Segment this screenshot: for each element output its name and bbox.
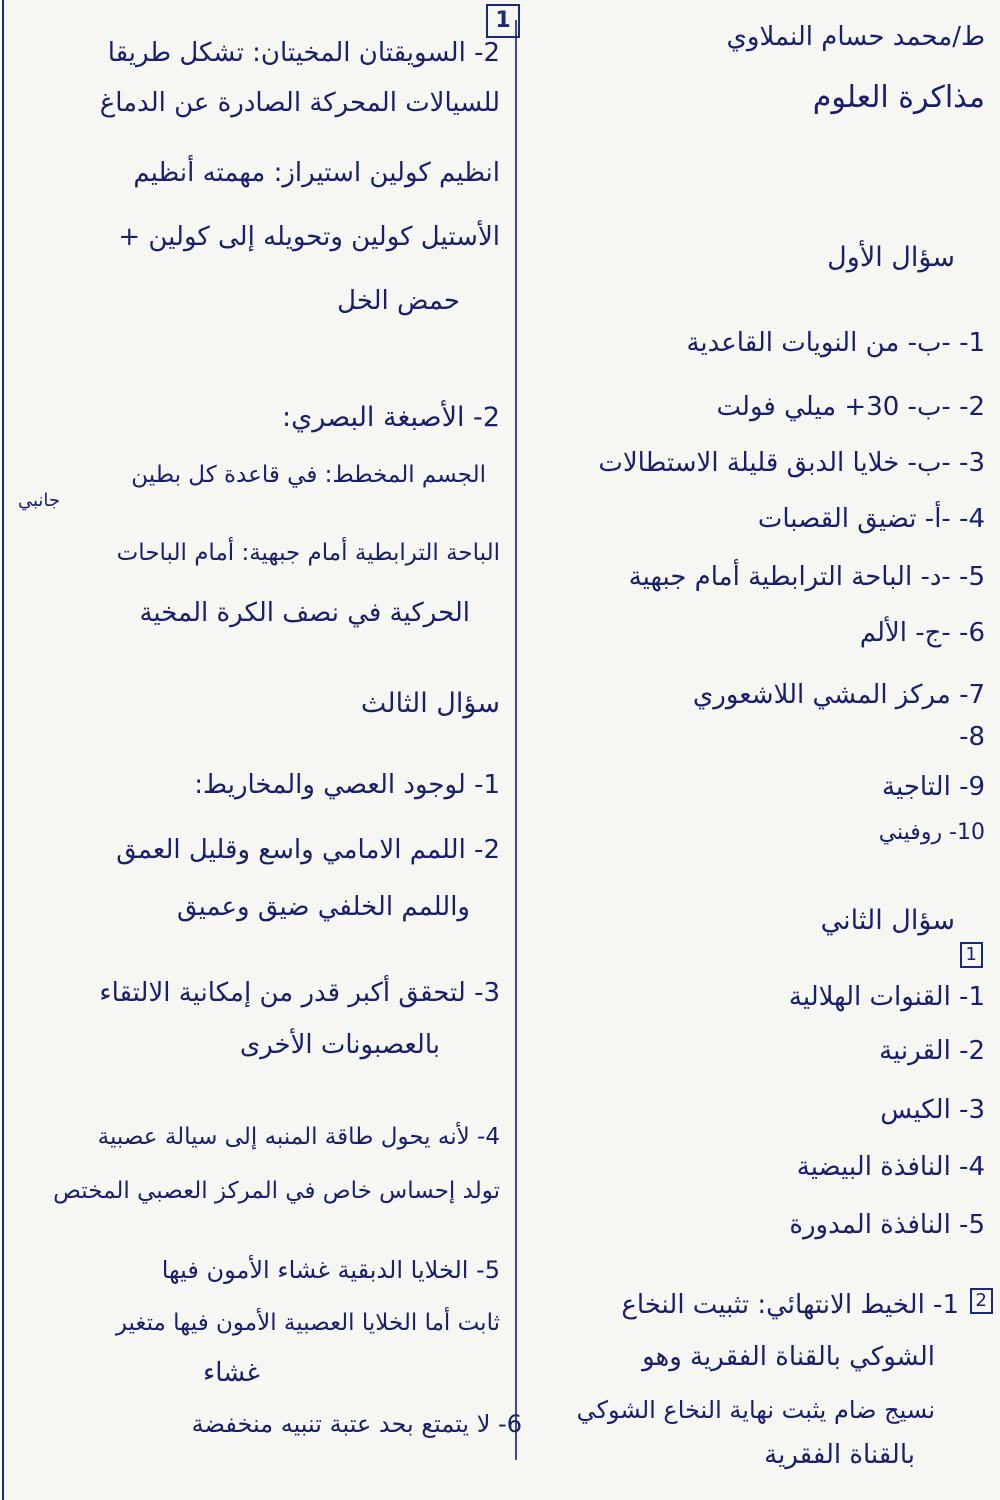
- author-name: ط/محمد حسام النملاوي: [726, 22, 985, 52]
- q2-part2-tail: بالقناة الفقرية: [764, 1440, 915, 1470]
- q2-part1-item-4: 4- النافذة البيضية: [796, 1152, 985, 1182]
- q1-answer-5: 5- -د- الباحة الترابطية أمام جبهية: [628, 562, 985, 592]
- subject-title: مذاكرة العلوم: [812, 80, 985, 115]
- q3-item-5c: غشاء: [203, 1358, 260, 1388]
- left-column: [10, 0, 510, 1500]
- enzyme-line-1: انظيم كولين استيراز: مهمته أنظيم: [133, 158, 500, 188]
- q1-answer-4: 4- -أ- تضيق القصبات: [757, 504, 985, 534]
- page-number-box: 1: [486, 4, 520, 38]
- q1-answer-3: 3- -ب- خلايا الدبق قليلة الاستطالات: [598, 448, 985, 478]
- bottom-line-item-6: 6- لا يتمتع بحد عتبة تنبيه منخفضة: [191, 1410, 522, 1438]
- q2-part1-item-2: 2- القرنية: [879, 1036, 985, 1066]
- q1-answer-8: 8-: [959, 722, 985, 752]
- q2-part2-line-2: الشوكي بالقناة الفقرية وهو: [642, 1342, 935, 1372]
- page-edge-line: [2, 0, 4, 1500]
- item2-line-2: جانبي: [17, 490, 60, 511]
- q2-part1-item-3: 3- الكيس: [880, 1095, 985, 1125]
- q2-part1-item-1: 1- القنوات الهلالية: [788, 982, 985, 1012]
- q2-part2-box: 2: [970, 1288, 993, 1314]
- q1-answer-6: 6- -ج- الألم: [859, 618, 985, 648]
- q1-answer-10: 10- روفيني: [878, 820, 985, 845]
- column-divider: [515, 20, 517, 1460]
- q1-answer-9: 9- التاجية: [882, 772, 985, 802]
- q3-item-4b: تولد إحساس خاص في المركز العصبي المختص: [53, 1178, 500, 1204]
- q2-part2-line-1: 1- الخيط الانتهائي: تثبيت النخاع: [621, 1290, 959, 1320]
- q1-heading: سؤال الأول: [827, 242, 955, 273]
- right-column: [525, 0, 995, 1500]
- q3-item-1: 1- لوجود العصي والمخاريط:: [194, 770, 500, 800]
- q3-item-3b: بالعصبونات الأخرى: [239, 1030, 440, 1060]
- q2-part1-box: 1: [960, 942, 983, 968]
- item2-line-3: الباحة الترابطية أمام جبهية: أمام الباحات: [116, 540, 500, 566]
- q2-part2-marker: [970, 1288, 993, 1314]
- q3-item-3a: 3- لتحقق أكبر قدر من إمكانية الالتقاء: [99, 978, 500, 1008]
- item2-line-4: الحركية في نصف الكرة المخية: [139, 598, 470, 628]
- q2-part1-item-5: 5- النافذة المدورة: [789, 1210, 985, 1240]
- q1-answer-1: 1- -ب- من النويات القاعدية: [686, 328, 985, 358]
- item2-line-1: الجسم المخطط: في قاعدة كل بطين: [131, 462, 486, 488]
- q3-item-4a: 4- لأنه يحول طاقة المنبه إلى سيالة عصبية: [97, 1124, 500, 1150]
- enzyme-line-2: الأستيل كولين وتحويله إلى كولين +: [118, 222, 500, 252]
- q3-item-2a: 2- اللمم الامامي واسع وقليل العمق: [116, 835, 500, 865]
- q2-part2-line-3: نسيج ضام يثبت نهاية النخاع الشوكي: [576, 1396, 935, 1424]
- q1-answer-2: 2- -ب- 30+ ميلي فولت: [716, 392, 985, 422]
- item2-heading: 2- الأصبغة البصري:: [282, 402, 500, 433]
- q3-item-5a: 5- الخلايا الدبقية غشاء الأمون فيها: [161, 1256, 500, 1284]
- q1-answer-7: 7- مركز المشي اللاشعوري: [692, 680, 985, 710]
- q3-item-2b: واللمم الخلفي ضيق وعميق: [176, 892, 470, 922]
- left-top-line-2: للسيالات المحركة الصادرة عن الدماغ: [99, 88, 500, 118]
- q3-item-5b: ثابت أما الخلايا العصبية الأمون فيها متغير: [115, 1310, 500, 1336]
- q2-part1-marker: [960, 942, 983, 968]
- q2-heading: سؤال الثاني: [820, 905, 955, 936]
- enzyme-line-3: حمض الخل: [337, 286, 460, 316]
- q3-heading: سؤال الثالث: [360, 688, 500, 719]
- left-top-line-1: 2- السويقتان المخيتان: تشكل طريقا: [107, 38, 500, 68]
